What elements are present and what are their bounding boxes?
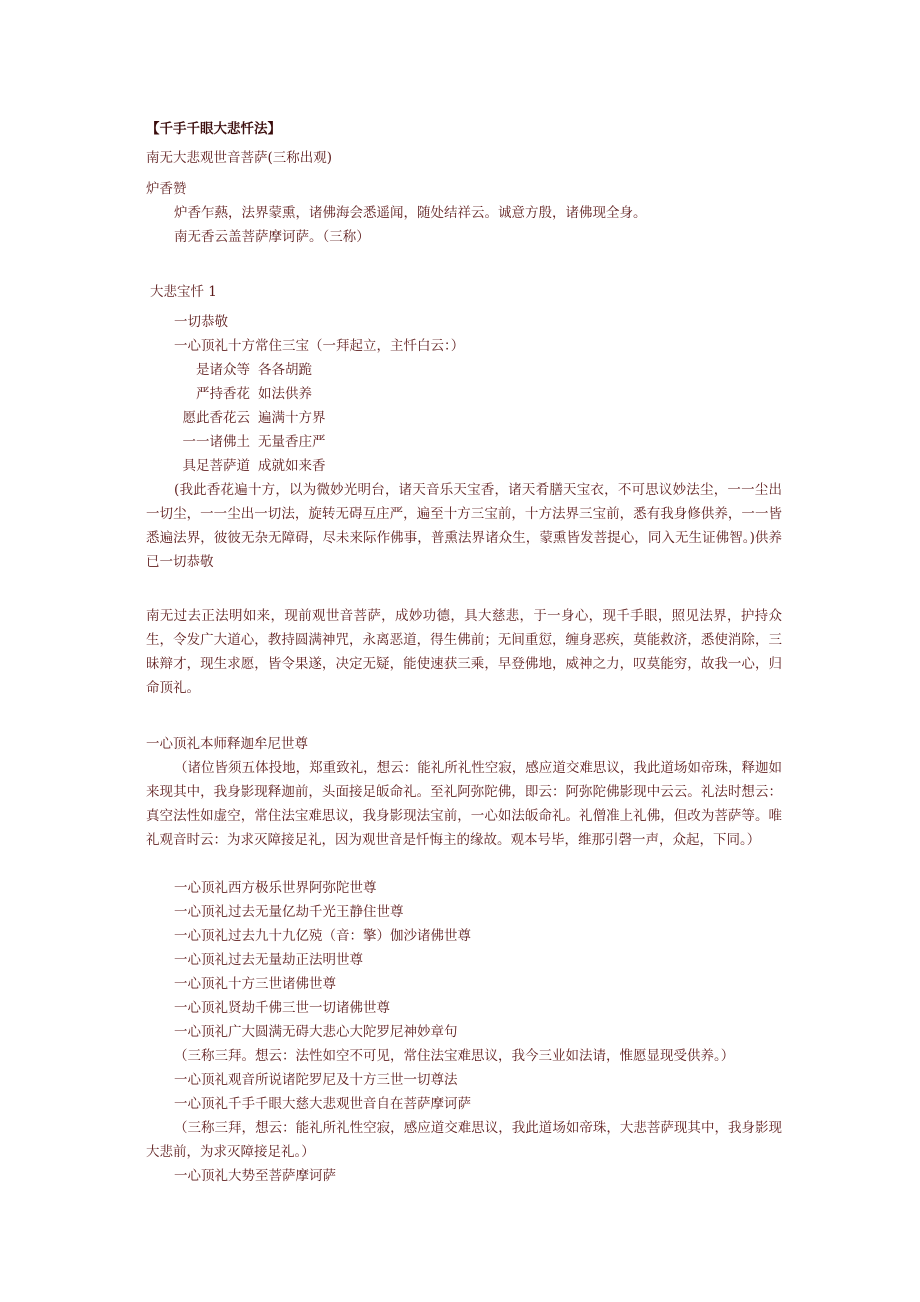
bow-line: 一心顶礼西方极乐世界阿弥陀世尊 [174,880,377,896]
section-heading: 大悲宝忏 1 [150,284,217,300]
verse-line [164,358,312,382]
verse-right: 成就如来香 [258,458,326,474]
bow-line: 一心顶礼过去无量劫正法明世尊 [174,952,363,968]
bow-line: 一心顶礼观音所说诸陀罗尼及十方三世一切尊法 [174,1072,458,1088]
document-title: 【千手千眼大悲忏法】 [146,121,281,137]
verse-left: 严持香花 [196,386,250,402]
bow-line: 一心顶礼广大圆满无碍大悲心大陀罗尼神妙章句 [174,1024,458,1040]
bow-line: 一心顶礼千手千眼大慈大悲观世音自在菩萨摩诃萨 [174,1096,471,1112]
bow-line: 一心顶礼大势至菩萨摩诃萨 [174,1168,336,1184]
bow-line: 一心顶礼过去无量亿劫千光王静住世尊 [174,904,404,920]
note-paragraph: （诸位皆须五体投地，郑重致礼，想云：能礼所礼性空寂，感应道交难思议，我此道场如帝珠，释迦如来现其中，我身影现释迦前，头面接足皈命礼。至礼阿弥陀佛，即云：阿弥陀佛影现中云云。礼法时想云：真空法性如虚空，常住法宝难思议，我身影现法宝前，一心如法皈命礼。礼僧准上礼佛，但改为菩萨等。唯礼观音时云：为求灭障接足礼，因为观世音是忏悔主的缘故。观本号毕，维那引磬一声，众起，下同。） [146,760,782,848]
verse-line [164,382,312,406]
bow-line: 一心顶礼贤劫千佛三世一切诸佛世尊 [174,1000,390,1016]
verse-line [164,430,326,454]
verse-right: 无量香庄严 [258,434,326,450]
verse-left: 愿此香花云 [182,410,250,426]
bow-three-jewels: 一心顶礼十方常住三宝（一拜起立，主忏白云：） [174,338,465,354]
note-line: （三称三拜。想云：法性如空不可见，常住法宝难思议，我今三业如法请，惟愿显现受供养。） [174,1048,735,1064]
invocation-line: 南无大悲观世音菩萨(三称出观) [146,150,333,166]
verse-right: 如法供养 [258,386,312,402]
bow-line: 一心顶礼过去九十九亿殑（音：擎）伽沙诸佛世尊 [174,928,471,944]
bow-shakyamuni: 一心顶礼本师释迦牟尼世尊 [146,736,308,752]
verse-left: 具足菩萨道 [182,458,250,474]
incense-chant: 南无香云盖菩萨摩诃萨。（三称） [174,229,370,245]
offering-paragraph: (我此香花遍十方，以为微妙光明台，诸天音乐天宝香，诸天肴膳天宝衣，不可思议妙法尘，一一尘出一切尘，一一尘出一切法，旋转无碍互庄严，遍至十方三宝前，十方法界三宝前，悉有我身修供养，一一皆悉遍法界，彼彼无杂无障碍，尽未来际作佛事，普熏法界诸众生，蒙熏皆发菩提心，同入无生证佛智。)供养已一切恭敬 [146,482,782,570]
incense-verse: 炉香乍爇，法界蒙熏，诸佛海会悉遥闻，随处结祥云。诚意方殷，诸佛现全身。 [174,205,647,221]
verse-left: 一一诸佛土 [182,434,250,450]
respect-line: 一切恭敬 [174,314,228,330]
verse-line [164,454,326,478]
bow-line: 一心顶礼十方三世诸佛世尊 [174,976,336,992]
verse-left: 是诸众等 [196,362,250,378]
incense-heading: 炉香赞 [146,181,187,197]
homage-paragraph: 南无过去正法明如来，现前观世音菩萨，成妙功德，具大慈悲，于一身心，现千手眼，照见法界，护持众生，令发广大道心，教持圆满神咒，永离恶道，得生佛前；无间重愆，缠身恶疾，莫能救济，悉使消除，三昧辩才，现生求愿，皆令果遂，决定无疑，能使速获三乘，早登佛地，威神之力，叹莫能穷，故我一心，归命顶礼。 [146,608,782,696]
note-paragraph: （三称三拜，想云：能礼所礼性空寂，感应道交难思议，我此道场如帝珠，大悲菩萨现其中，我身影现大悲前，为求灭障接足礼。） [146,1120,782,1160]
verse-right: 各各胡跪 [258,362,312,378]
verse-right: 遍满十方界 [258,410,326,426]
verse-line [164,406,326,430]
